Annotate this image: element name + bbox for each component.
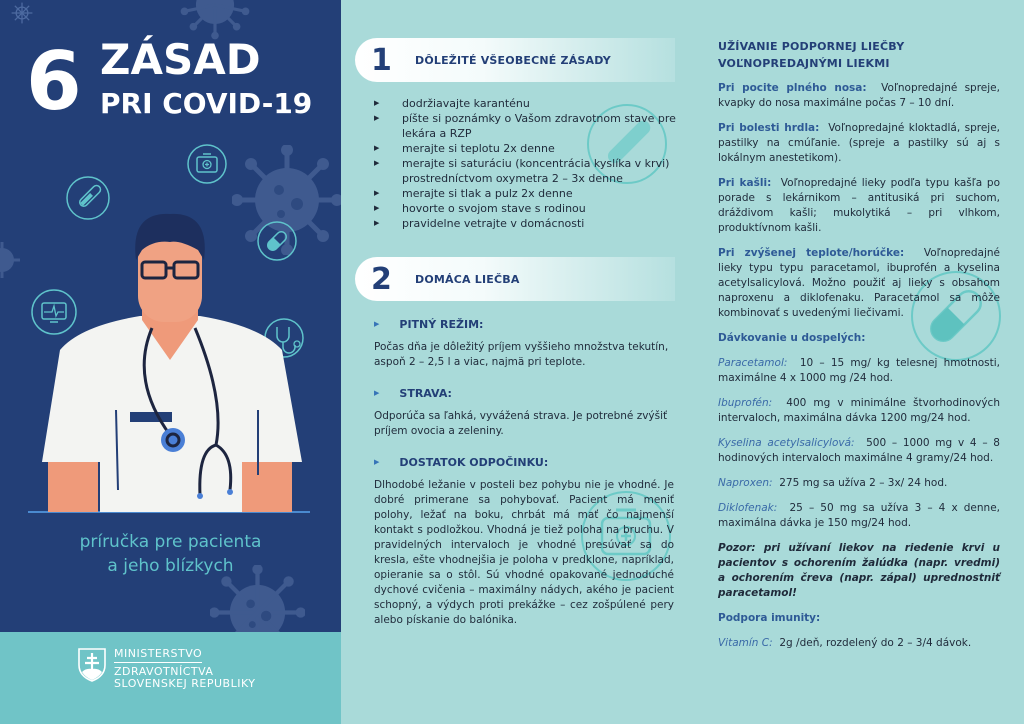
drug-dose: 400 mg v minimálne štvorhodinových intervaloch, maximálna dávka 1200 mg/24 hod. bbox=[718, 397, 1000, 424]
section-2-title: DOMÁCA LIEČBA bbox=[415, 272, 520, 286]
fever-paragraph bbox=[718, 246, 1000, 321]
throat-text: Voľnopredajné kloktadlá, spreje, pastilky na cmúľanie. (spreje a pastilky sú aj s lokálnym anestetikom). bbox=[718, 122, 1000, 164]
title-number: 6 bbox=[26, 35, 82, 128]
drug-name: Naproxen: bbox=[718, 477, 773, 489]
throat-label: Pri bolesti hrdla: bbox=[718, 122, 820, 134]
list-item: ▶ merajte si tlak a pulz 2x denne bbox=[374, 186, 678, 201]
ministry-footer bbox=[0, 632, 341, 724]
ministry-line-2: ZDRAVOTNÍCTVA bbox=[114, 665, 214, 678]
doctor-illustration bbox=[20, 200, 320, 514]
nose-label: Pri pocite plného nosa: bbox=[718, 82, 867, 94]
list-item: ▶ merajte si saturáciu (koncentrácia kyslíka v krvi) prostredníctvom oxymetra 2 – 3x denne bbox=[374, 156, 678, 186]
fever-text: Voľnopredajné lieky typu typu paracetamol, ibuprofén a kyselina acetylsalicylová. Možno použiť aj lieky s obsahom naproxenu a diklofenaku. Paracetamol sa môže kombinovať s uvedenými liečivami. bbox=[718, 247, 1000, 319]
section-1-title: DÔLEŽITÉ VŠEOBECNÉ ZÁSADY bbox=[415, 53, 611, 67]
dosage-heading: Dávkovanie u dospelých: bbox=[718, 332, 866, 344]
slovak-coat-of-arms-icon bbox=[78, 648, 106, 682]
title-line-1: ZÁSAD bbox=[100, 35, 261, 84]
bullet-triangle-icon: ▶ bbox=[374, 458, 380, 466]
cover-subtitle bbox=[0, 530, 341, 578]
ministry-line-1: MINISTERSTVO bbox=[114, 648, 202, 663]
food-heading-text: STRAVA: bbox=[399, 387, 452, 400]
virus-icon bbox=[160, 0, 270, 40]
nose-text: Voľnopredajné spreje, kvapky do nosa maximálne počas 7 – 10 dní. bbox=[718, 82, 1000, 109]
vitamin-label: Vitamín C: bbox=[718, 637, 773, 649]
list-item: ▶ dodržiavajte karanténu bbox=[374, 96, 678, 111]
section-2-number: 2 bbox=[371, 261, 392, 297]
section-1-header bbox=[355, 38, 675, 82]
ministry-logo bbox=[78, 648, 256, 690]
throat-paragraph bbox=[718, 121, 1000, 166]
list-item: ▶ pravidelne vetrajte v domácnosti bbox=[374, 216, 678, 231]
drug-dose: 275 mg sa užíva 2 – 3x/ 24 hod. bbox=[779, 477, 948, 489]
rest-heading bbox=[374, 455, 685, 470]
rest-heading-text: DOSTATOK ODPOČINKU: bbox=[399, 456, 549, 469]
subtitle-line-2: a jeho blízkych bbox=[107, 556, 234, 576]
immunity-heading: Podpora imunity: bbox=[718, 612, 821, 624]
fever-label: Pri zvýšenej teplote/horúčke: bbox=[718, 247, 905, 259]
list-item: ▶ píšte si poznámky o Vašom zdravotnom stave pre lekára a RZP bbox=[374, 111, 678, 141]
list-item: ▶ merajte si teplotu 2x denne bbox=[374, 141, 678, 156]
right-heading-line-2: VOĽNOPREDAJNÝMI LIEKMI bbox=[718, 57, 890, 70]
virus-icon bbox=[0, 240, 22, 280]
drug-name: Kyselina acetylsalicylová: bbox=[718, 437, 855, 449]
warning-text: Pozor: pri užívaní liekov na riedenie krvi u pacientov s ochorením žalúdka (napr. vredmi) a ochorením čreva (napr. zápal) uprednostniť paracetamol! bbox=[718, 542, 1000, 599]
food-text: Odporúča sa ľahká, vyvážená strava. Je potrebné zvýšiť príjem ovocia a zeleniny. bbox=[374, 410, 668, 437]
general-rules-list bbox=[374, 96, 678, 231]
drug-dose: 10 – 15 mg/ kg telesnej hmotnosti, maximálne 4 x 1000 mg /24 hod. bbox=[718, 357, 1000, 384]
drug-dose: 25 – 50 mg sa užíva 3 – 4 x denne, maximálna dávka je 150 mg/24 hod. bbox=[718, 502, 1000, 529]
drink-text: Počas dňa je dôležitý príjem vyššieho množstva tekutín, aspoň 2 – 2,5 l a viac, najmä pri teplote. bbox=[374, 341, 669, 368]
vitamin-text: 2g /deň, rozdelený do 2 – 3/4 dávok. bbox=[779, 637, 972, 649]
bullet-triangle-icon: ▶ bbox=[374, 320, 380, 328]
dosage-diclofenac bbox=[718, 501, 1000, 531]
drug-dose: 500 – 1000 mg v 4 – 8 hodinových intervaloch maximálne 4 gramy/24 hod. bbox=[718, 437, 1000, 464]
drink-heading-text: PITNÝ REŽIM: bbox=[399, 318, 484, 331]
cough-paragraph bbox=[718, 176, 1000, 236]
drug-name: Ibuprofén: bbox=[718, 397, 773, 409]
title-line-2: PRI COVID-19 bbox=[100, 87, 313, 120]
list-item: ▶ hovorte o svojom stave s rodinou bbox=[374, 201, 678, 216]
right-heading-line-1: UŽÍVANIE PODPORNEJ LIEČBY bbox=[718, 40, 905, 53]
vitamin-paragraph bbox=[718, 636, 1000, 651]
right-heading bbox=[718, 38, 1000, 72]
rest-text: Dlhodobé ležanie v posteli bez pohybu nie je vhodné. Je dobré primerane sa pohybovať. Pacient má meniť polohy, ležať na boku, chrbát má mať čo najmenší kontakt s podložkou. Vhodná je tiež poloha na bruchu. V pravidelných intervaloch je vhodné presúvať sa do kresla, ešte vhodnejšia je poloha v predklone, napríklad, opieranie sa o stôl. Sú vhodné opakované jednoduché dychové cvičenia – maximálny nádych, akého je pacient schopný, a výdych proti prekážke – cez zošpúlené pery alebo pískanie do balónika. bbox=[374, 479, 674, 626]
ministry-line-3: SLOVENSKEJ REPUBLIKY bbox=[114, 677, 256, 690]
cover-panel bbox=[0, 0, 341, 632]
drug-name: Paracetamol: bbox=[718, 357, 788, 369]
middle-column bbox=[355, 38, 685, 718]
bullet-triangle-icon: ▶ bbox=[374, 389, 380, 397]
dosage-ibuprofen bbox=[718, 396, 1000, 426]
food-heading bbox=[374, 386, 685, 401]
drink-heading bbox=[374, 317, 685, 332]
dosage-paracetamol bbox=[718, 356, 1000, 386]
virus-icon bbox=[5, 0, 39, 26]
drug-name: Diklofenak: bbox=[718, 502, 778, 514]
cough-label: Pri kašli: bbox=[718, 177, 772, 189]
subtitle-line-1: príručka pre pacienta bbox=[79, 532, 262, 552]
section-2-header bbox=[355, 257, 675, 301]
right-column bbox=[718, 38, 1000, 722]
dosage-aspirin bbox=[718, 436, 1000, 466]
dosage-naproxen bbox=[718, 476, 1000, 491]
section-1-number: 1 bbox=[371, 42, 392, 78]
nose-paragraph bbox=[718, 81, 1000, 111]
cough-text: Voľnopredajné lieky podľa typu kašľa po porade s lekárnikom – antitusiká pri suchom, dráždivom kašli; mukolytiká – pri vlhkom, produktívnom kašli. bbox=[718, 177, 1000, 234]
first-aid-kit-icon bbox=[186, 143, 228, 185]
